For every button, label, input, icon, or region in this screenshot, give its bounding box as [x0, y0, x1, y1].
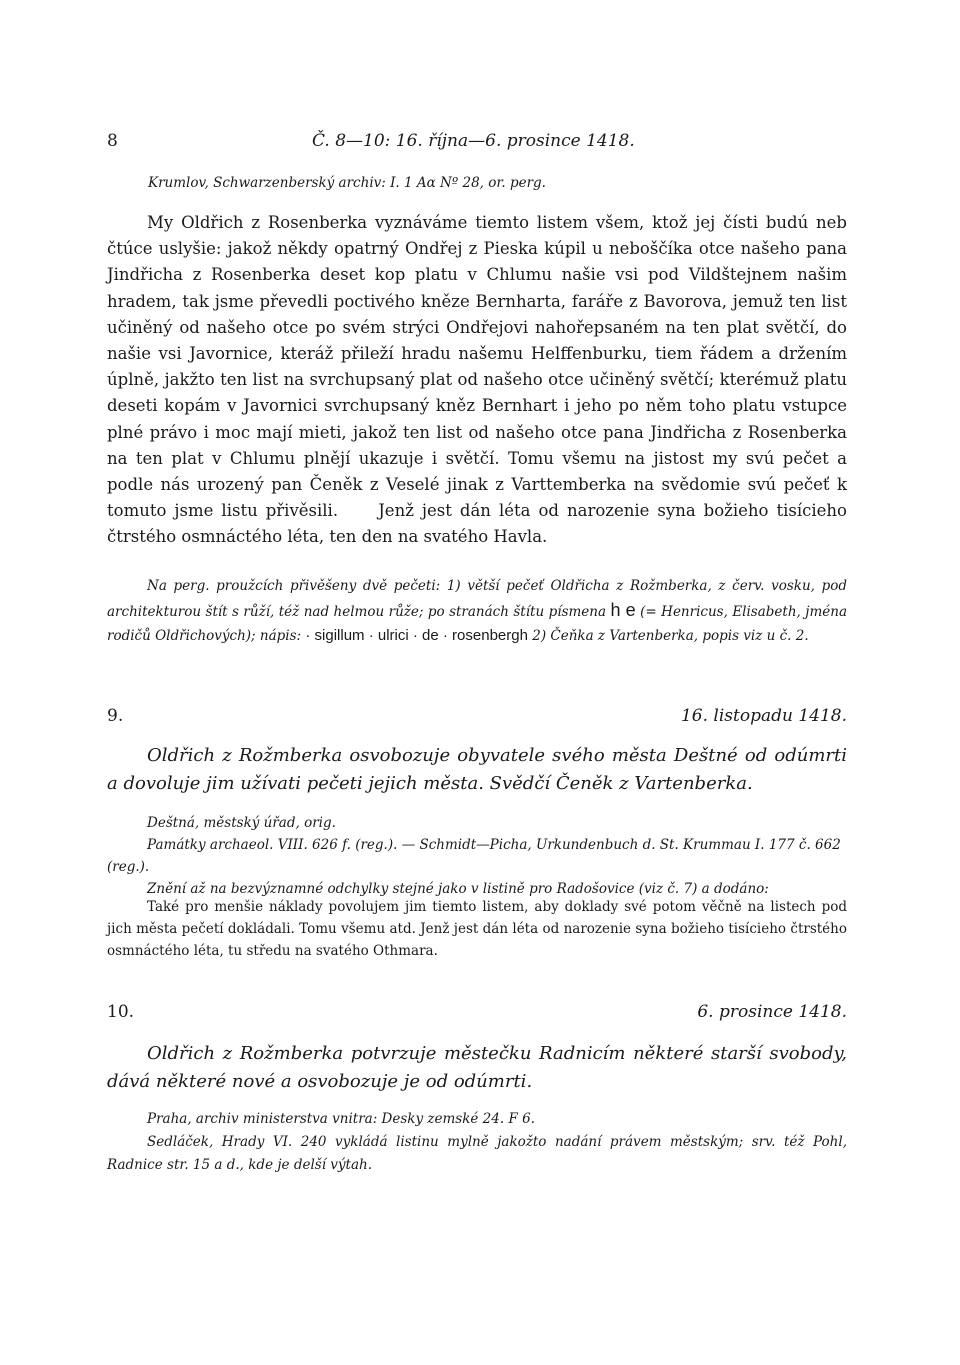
doc9-number: 9.: [107, 706, 124, 726]
doc9-source-1: Deštná, městský úřad, orig.: [147, 815, 336, 831]
page-number: 8: [107, 131, 118, 151]
doc10-summary: Oldřich z Rožmberka potvrzuje městečku Radnicím některé starší svobody, dává některé nové a osvobozuje je od odúmrti.: [107, 1043, 847, 1092]
doc9-source-3: Znění až na bezvýznamné odchylky stejné jako v listině pro Radošovice (viz č. 7) a dodáno:: [147, 881, 769, 897]
running-title: Č. 8—10: 16. října—6. prosince 1418.: [312, 131, 635, 151]
doc10-sources: [107, 1108, 847, 1177]
doc9-summary-block: [107, 742, 847, 798]
doc9-sources: [107, 812, 847, 900]
doc10-summary-block: [107, 1040, 847, 1096]
doc9-summary: Oldřich z Rožmberka osvobozuje obyvatele svého města Deštné od odúmrti a dovoluje jim užívati pečeti jejich města. Svědčí Čeněk z Vartenberka.: [107, 745, 847, 794]
doc8-source: Krumlov, Schwarzenberský archiv: I. 1 Aα Nº 28, or. perg.: [148, 175, 546, 191]
doc10-source-2: Sedláček, Hrady VI. 240 vykládá listinu mylně jakožto nadání právem městským; srv. též Pohl, Radnice str. 15 a d., kde je delší výtah.: [107, 1134, 847, 1173]
doc10-source-1: Praha, archiv ministerstva vnitra: Desky zemské 24. F 6.: [147, 1111, 535, 1127]
doc8-note-letters: h e: [610, 599, 636, 620]
doc8-text: [107, 210, 847, 551]
doc8-text-block: [107, 210, 847, 551]
doc10-date: 6. prosince 1418.: [697, 1002, 847, 1022]
doc8-text-main: My Oldřich z Rosenberka vyznáváme tiemto listem všem, ktož jej čísti budú neb čtúce uslyšie: jakož někdy opatrný Ondřej z Pieska kúpil u neboščíka otce našeho pana Jindřicha z Rosenberka deset kop platu v Chlumu našie vsi pod Vildštejnem našim hradem, tak jsme převedli poctivého kněze Bernharta, faráře z Bavorova, jemuž ten list učiněný od našeho otce po svém strýci Ondřejovi nahořepsaném na ten plat světčí, do našie vsi Javornice, kteráž přileží hradu našemu Helffenburku, tiem řádem a držením úplně, jakžto ten list na svrchupsaný plat od našeho otce učiněný světčí; kterémuž platu deseti kopám v Javornici svrchupsaný kněz Bernhart i jeho po něm toho platu vstupce plné právo i moc mají mieti, jakož ten list od našeho otce pana Jindřicha z Rosenberka na ten plat v Chlumu plnějí ukazuje i světčí. Tomu všemu na jistost my svú pečet a podle nás urozený pan Čeněk z Veselé jinak z Varttemberka na svědomie svú pečeť k tomuto jsme listu přivěsili.: [107, 213, 847, 521]
doc8-note-b: (= Henricus, Elisabeth, jména rodičů Oldřichových); nápis:: [107, 603, 847, 644]
doc9-text-block: [107, 896, 847, 962]
doc9-source-2: Památky archaeol. VIII. 626 f. (reg.). — Schmidt—Picha, Urkundenbuch d. St. Krummau I. 177 č. 662 (reg.).: [107, 837, 841, 875]
doc9-date: 16. listopadu 1418.: [680, 706, 847, 726]
doc8-note-a: Na perg. proužcích přivěšeny dvě pečeti: 1) větší pečeť Oldřicha z Rožmberka, z červ. vosku, pod architekturou štít s růží, též nad helmou růže; po stranách štítu písmena: [107, 578, 847, 620]
doc10-number: 10.: [107, 1002, 135, 1022]
doc8-seal-inscription: · sigillum · ulrici · de · rosenbergh: [305, 627, 528, 644]
doc9-text: Také pro menšie náklady povolujem jim tiemto listem, aby doklady své potom věčně na listech pod jich města pečetí dokládali. Tomu všemu atd. Jenž jest dán léta od narozenie syna božieho tisícieho čtrstého osmnáctého léta, tu středu na svatého Othmara.: [107, 899, 847, 959]
doc8-seal-note: [107, 575, 847, 649]
doc8-note-c: 2) Čeňka z Vartenberka, popis viz u č. 2.: [532, 628, 809, 644]
doc8-text-end: Jenž jest dán léta od narozenie syna božieho tisícieho čtrstého osmnáctého léta, ten den na svatého Havla.: [107, 501, 847, 547]
